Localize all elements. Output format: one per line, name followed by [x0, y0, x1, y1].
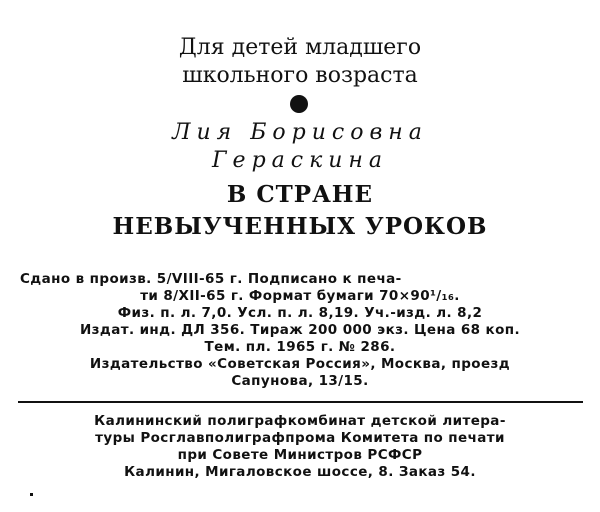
imprint-line-1: Сдано в произв. 5/VIII-65 г. Подписано к печа- [20, 271, 402, 287]
book-title-line-2: НЕВЫУЧЕННЫХ УРОКОВ [112, 213, 488, 240]
bullet-dot-icon [290, 95, 308, 113]
author-first-name: Лия Борисовна [172, 120, 428, 145]
author-last-name: Гераскина [211, 148, 389, 173]
imprint-line-6: Издательство «Советская Россия», Москва, проезд [89, 356, 511, 372]
imprint-line-5: Тем. пл. 1965 г. № 286. [204, 339, 396, 355]
printer-line-4: Калинин, Мигаловское шоссе, 8. Заказ 54. [124, 464, 476, 480]
printer-line-1: Калининский полиграфкомбинат детской литера- [94, 413, 506, 429]
print-speck [30, 493, 33, 496]
audience-line-2: школьного возраста [182, 63, 418, 88]
imprint-line-3: Физ. п. л. 7,0. Усл. п. л. 8,19. Уч.-изд. л. 8,2 [117, 305, 483, 321]
divider-rule [18, 401, 583, 403]
printer-line-3: при Совете Министров РСФСР [177, 447, 423, 463]
imprint-line-7: Сапунова, 13/15. [231, 373, 369, 389]
imprint-line-2: ти 8/XII-65 г. Формат бумаги 70×90¹/₁₆. [140, 288, 460, 304]
book-title-line-1: В СТРАНЕ [226, 181, 374, 208]
printer-line-2: туры Росглавполиграфпрома Комитета по печати [95, 430, 505, 446]
imprint-line-4: Издат. инд. ДЛ 356. Тираж 200 000 экз. Цена 68 коп. [79, 322, 521, 338]
audience-line-1: Для детей младшего [178, 35, 422, 60]
